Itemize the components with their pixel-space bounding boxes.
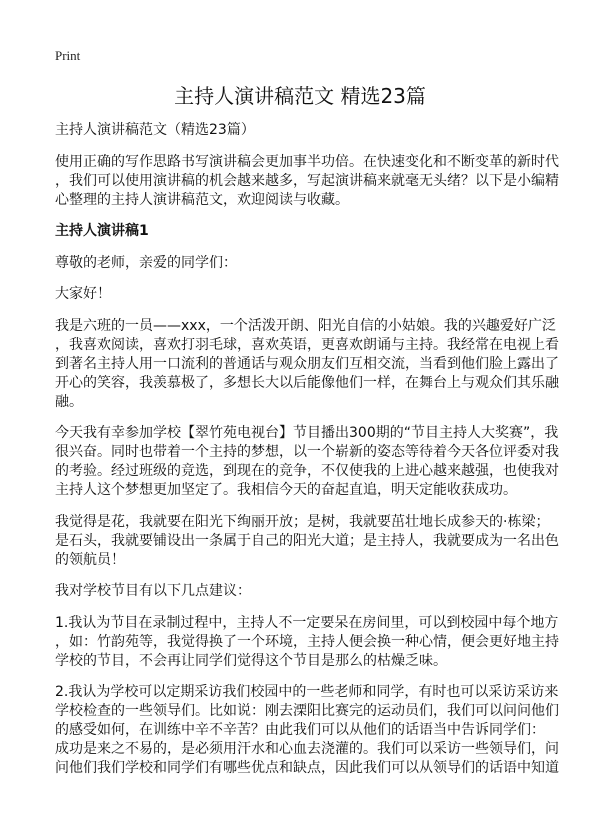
text-line: ，我喜欢阅读，喜欢打羽毛球，喜欢英语，更喜欢朗诵与主持。我经常在电视上看 — [55, 336, 559, 353]
text-line: 我是六班的一员——xxx，一个活泼开朗、阳光自信的小姑娘。我的兴趣爱好广泛 — [55, 317, 556, 334]
text-line: 大家好！ — [55, 286, 111, 302]
section-heading: 主持人演讲稿1 — [55, 223, 149, 239]
text-line: 2.我认为学校可以定期采访我们校园中的一些老师和同学，有时也可以采访采访来 — [55, 684, 559, 700]
text-line: 主持人这个梦想更加坚定了。我相信今天的奋起直追，明天定能收获成功。 — [55, 482, 517, 498]
text-line: ，如：竹韵苑等，我觉得换了一个环境，主持人便会换一种心情，便会更好地主持 — [55, 633, 559, 650]
intro-paragraph — [55, 153, 559, 210]
text-line: 的感受如何，在训练中辛不辛苦？由此我们可以从他们的话语当中告诉同学们： — [55, 722, 545, 738]
page-title: 主持人演讲稿范文 精选23篇 — [174, 84, 426, 108]
text-line: 的领航员！ — [55, 551, 125, 568]
paragraph — [55, 317, 559, 412]
speech-paragraphs — [55, 254, 559, 779]
document-body — [55, 121, 559, 791]
paragraph — [55, 513, 559, 570]
text-line: 到著名主持人用一口流利的普通话与观众朋友们互相交流，当看到他们脸上露出了 — [55, 355, 559, 372]
print-link[interactable]: Print — [55, 48, 81, 63]
text-line: 今天我有幸参加学校【翠竹苑电视台】节目播出300期的“节目主持人大奖赛”，我 — [55, 425, 559, 441]
paragraph — [55, 254, 550, 273]
paragraph — [55, 285, 550, 304]
text-line: 我觉得是花，我就要在阳光下绚丽开放；是树，我就要茁壮地长成参天的·栋梁； — [55, 513, 550, 530]
text-line: 的考验。经过班级的竞选，到现在的竞争，不仅使我的上进心越来越强，也使我对 — [55, 463, 559, 479]
paragraph — [55, 424, 559, 500]
document-subtitle: 主持人演讲稿范文（精选23篇） — [55, 122, 255, 138]
text-line: 我对学校节目有以下几点建议： — [55, 583, 251, 599]
text-line: 成功是来之不易的，是必须用汗水和心血去浇灌的。我们可以采访一些领导们，问 — [55, 741, 559, 757]
text-line: 心整理的主持人演讲稿范文，欢迎阅读与收藏。 — [55, 191, 349, 208]
text-line: 融。 — [55, 393, 83, 410]
text-line: 使用正确的写作思路书写演讲稿会更加事半功倍。在快速变化和不断变革的新时代 — [55, 153, 559, 170]
text-line: 问他们我们学校和同学们有哪些优点和缺点，因此我们可以从领导们的话语中知道 — [55, 760, 559, 776]
text-line: 学校的节目，不会再让同学们觉得这个节目是那么的枯燥乏味。 — [55, 652, 447, 669]
text-line: 尊敬的老师，亲爱的同学们： — [55, 254, 237, 271]
text-line: 是石头，我就要铺设出一条属于自己的阳光大道；是主持人，我就要成为一名出色 — [55, 532, 559, 549]
text-line: 学校检查的一些领导们。比如说：刚去溧阳比赛完的运动员们，我们可以问问他们 — [55, 703, 559, 719]
text-line: 很兴奋。同时也带着一个主持的梦想，以一个崭新的姿态等待着今天各位评委对我 — [55, 444, 559, 460]
text-line: 开心的笑容，我羡慕极了，多想长大以后能像他们一样，在舞台上与观众们其乐融 — [55, 374, 559, 391]
paragraph — [55, 582, 550, 601]
text-line: ，我们可以使用演讲稿的机会越来越多，写起演讲稿来就毫无头绪？以下是小编精 — [55, 172, 559, 189]
paragraph — [55, 614, 559, 671]
text-line: 1.我认为节目在录制过程中，主持人不一定要呆在房间里，可以到校园中每个地方 — [55, 614, 559, 631]
paragraph — [55, 683, 559, 778]
